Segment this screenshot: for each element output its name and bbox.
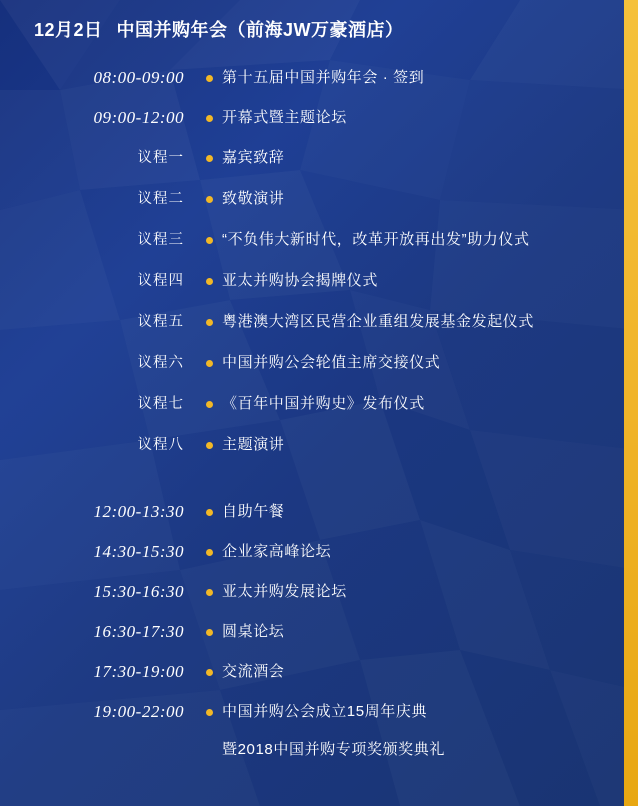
bullet-dot-icon [196, 98, 222, 138]
bullet-dot-icon [196, 179, 222, 219]
row-description: 中国并购公会成立15周年庆典 [222, 703, 428, 720]
bullet-dot-icon [196, 343, 222, 383]
row-description: 圆桌论坛 [222, 623, 285, 640]
bullet-dot-icon [196, 692, 222, 732]
bullet-dot-icon [196, 425, 222, 465]
row-time: 议程五 [137, 314, 184, 330]
row-time: 议程二 [137, 191, 184, 207]
schedule-row [34, 612, 620, 652]
row-description: 暨2018中国并购专项奖颁奖典礼 [222, 741, 445, 758]
schedule-row [34, 302, 620, 343]
title-date: 12月2日 [34, 20, 103, 40]
schedule-row [34, 532, 620, 572]
row-time: 议程一 [137, 150, 184, 166]
schedule-row [34, 179, 620, 220]
schedule-row [34, 425, 620, 466]
row-time: 16:30-17:30 [93, 622, 184, 641]
row-description: 嘉宾致辞 [222, 149, 285, 166]
row-description: 中国并购公会轮值主席交接仪式 [222, 354, 441, 371]
row-time: 议程四 [137, 273, 184, 289]
row-description: 主题演讲 [222, 436, 285, 453]
row-description: 亚太并购协会揭牌仪式 [222, 272, 379, 289]
schedule-row [34, 343, 620, 384]
schedule-row [34, 572, 620, 612]
row-time: 14:30-15:30 [93, 542, 184, 561]
row-time: 09:00-12:00 [93, 108, 184, 127]
schedule-row [34, 98, 620, 138]
row-description: “不负伟大新时代，改革开放再出发”助力仪式 [222, 231, 530, 248]
bullet-dot-icon [196, 220, 222, 260]
row-time: 12:00-13:30 [93, 502, 184, 521]
bullet-dot-icon [196, 58, 222, 98]
row-description: 亚太并购发展论坛 [222, 583, 347, 600]
right-accent-bar [624, 0, 638, 806]
row-time: 19:00-22:00 [93, 702, 184, 721]
row-description: 企业家高峰论坛 [222, 543, 332, 560]
row-time: 议程八 [137, 437, 184, 453]
page-title [34, 0, 620, 56]
bullet-dot-icon [196, 302, 222, 342]
row-description: 致敬演讲 [222, 190, 285, 207]
title-text: 中国并购年会（前海JW万豪酒店） [116, 20, 404, 40]
row-time: 议程六 [137, 355, 184, 371]
schedule-gap [34, 466, 620, 492]
schedule-row [34, 138, 620, 179]
schedule-list [34, 58, 620, 772]
row-time: 议程七 [137, 396, 184, 412]
row-time: 议程三 [137, 232, 184, 248]
bullet-dot-placeholder [196, 732, 222, 772]
bullet-dot-icon [196, 384, 222, 424]
bullet-dot-icon [196, 612, 222, 652]
schedule-row [34, 492, 620, 532]
row-time: 08:00-09:00 [93, 68, 184, 87]
schedule-row [34, 384, 620, 425]
row-description: 交流酒会 [222, 663, 285, 680]
row-description: 粤港澳大湾区民营企业重组发展基金发起仪式 [222, 313, 535, 330]
schedule-row-continuation [34, 732, 620, 772]
schedule-row [34, 58, 620, 98]
schedule-row [34, 652, 620, 692]
bullet-dot-icon [196, 138, 222, 178]
bullet-dot-icon [196, 492, 222, 532]
row-description: 开幕式暨主题论坛 [222, 109, 347, 126]
bullet-dot-icon [196, 532, 222, 572]
row-description: 第十五届中国并购年会 · 签到 [222, 69, 425, 86]
row-description: 自助午餐 [222, 503, 285, 520]
schedule-row [34, 692, 620, 732]
bullet-dot-icon [196, 261, 222, 301]
schedule-row [34, 261, 620, 302]
bullet-dot-icon [196, 652, 222, 692]
row-description: 《百年中国并购史》发布仪式 [222, 395, 425, 412]
row-time: 17:30-19:00 [93, 662, 184, 681]
bullet-dot-icon [196, 572, 222, 612]
row-time: 15:30-16:30 [93, 582, 184, 601]
schedule-row [34, 220, 620, 261]
